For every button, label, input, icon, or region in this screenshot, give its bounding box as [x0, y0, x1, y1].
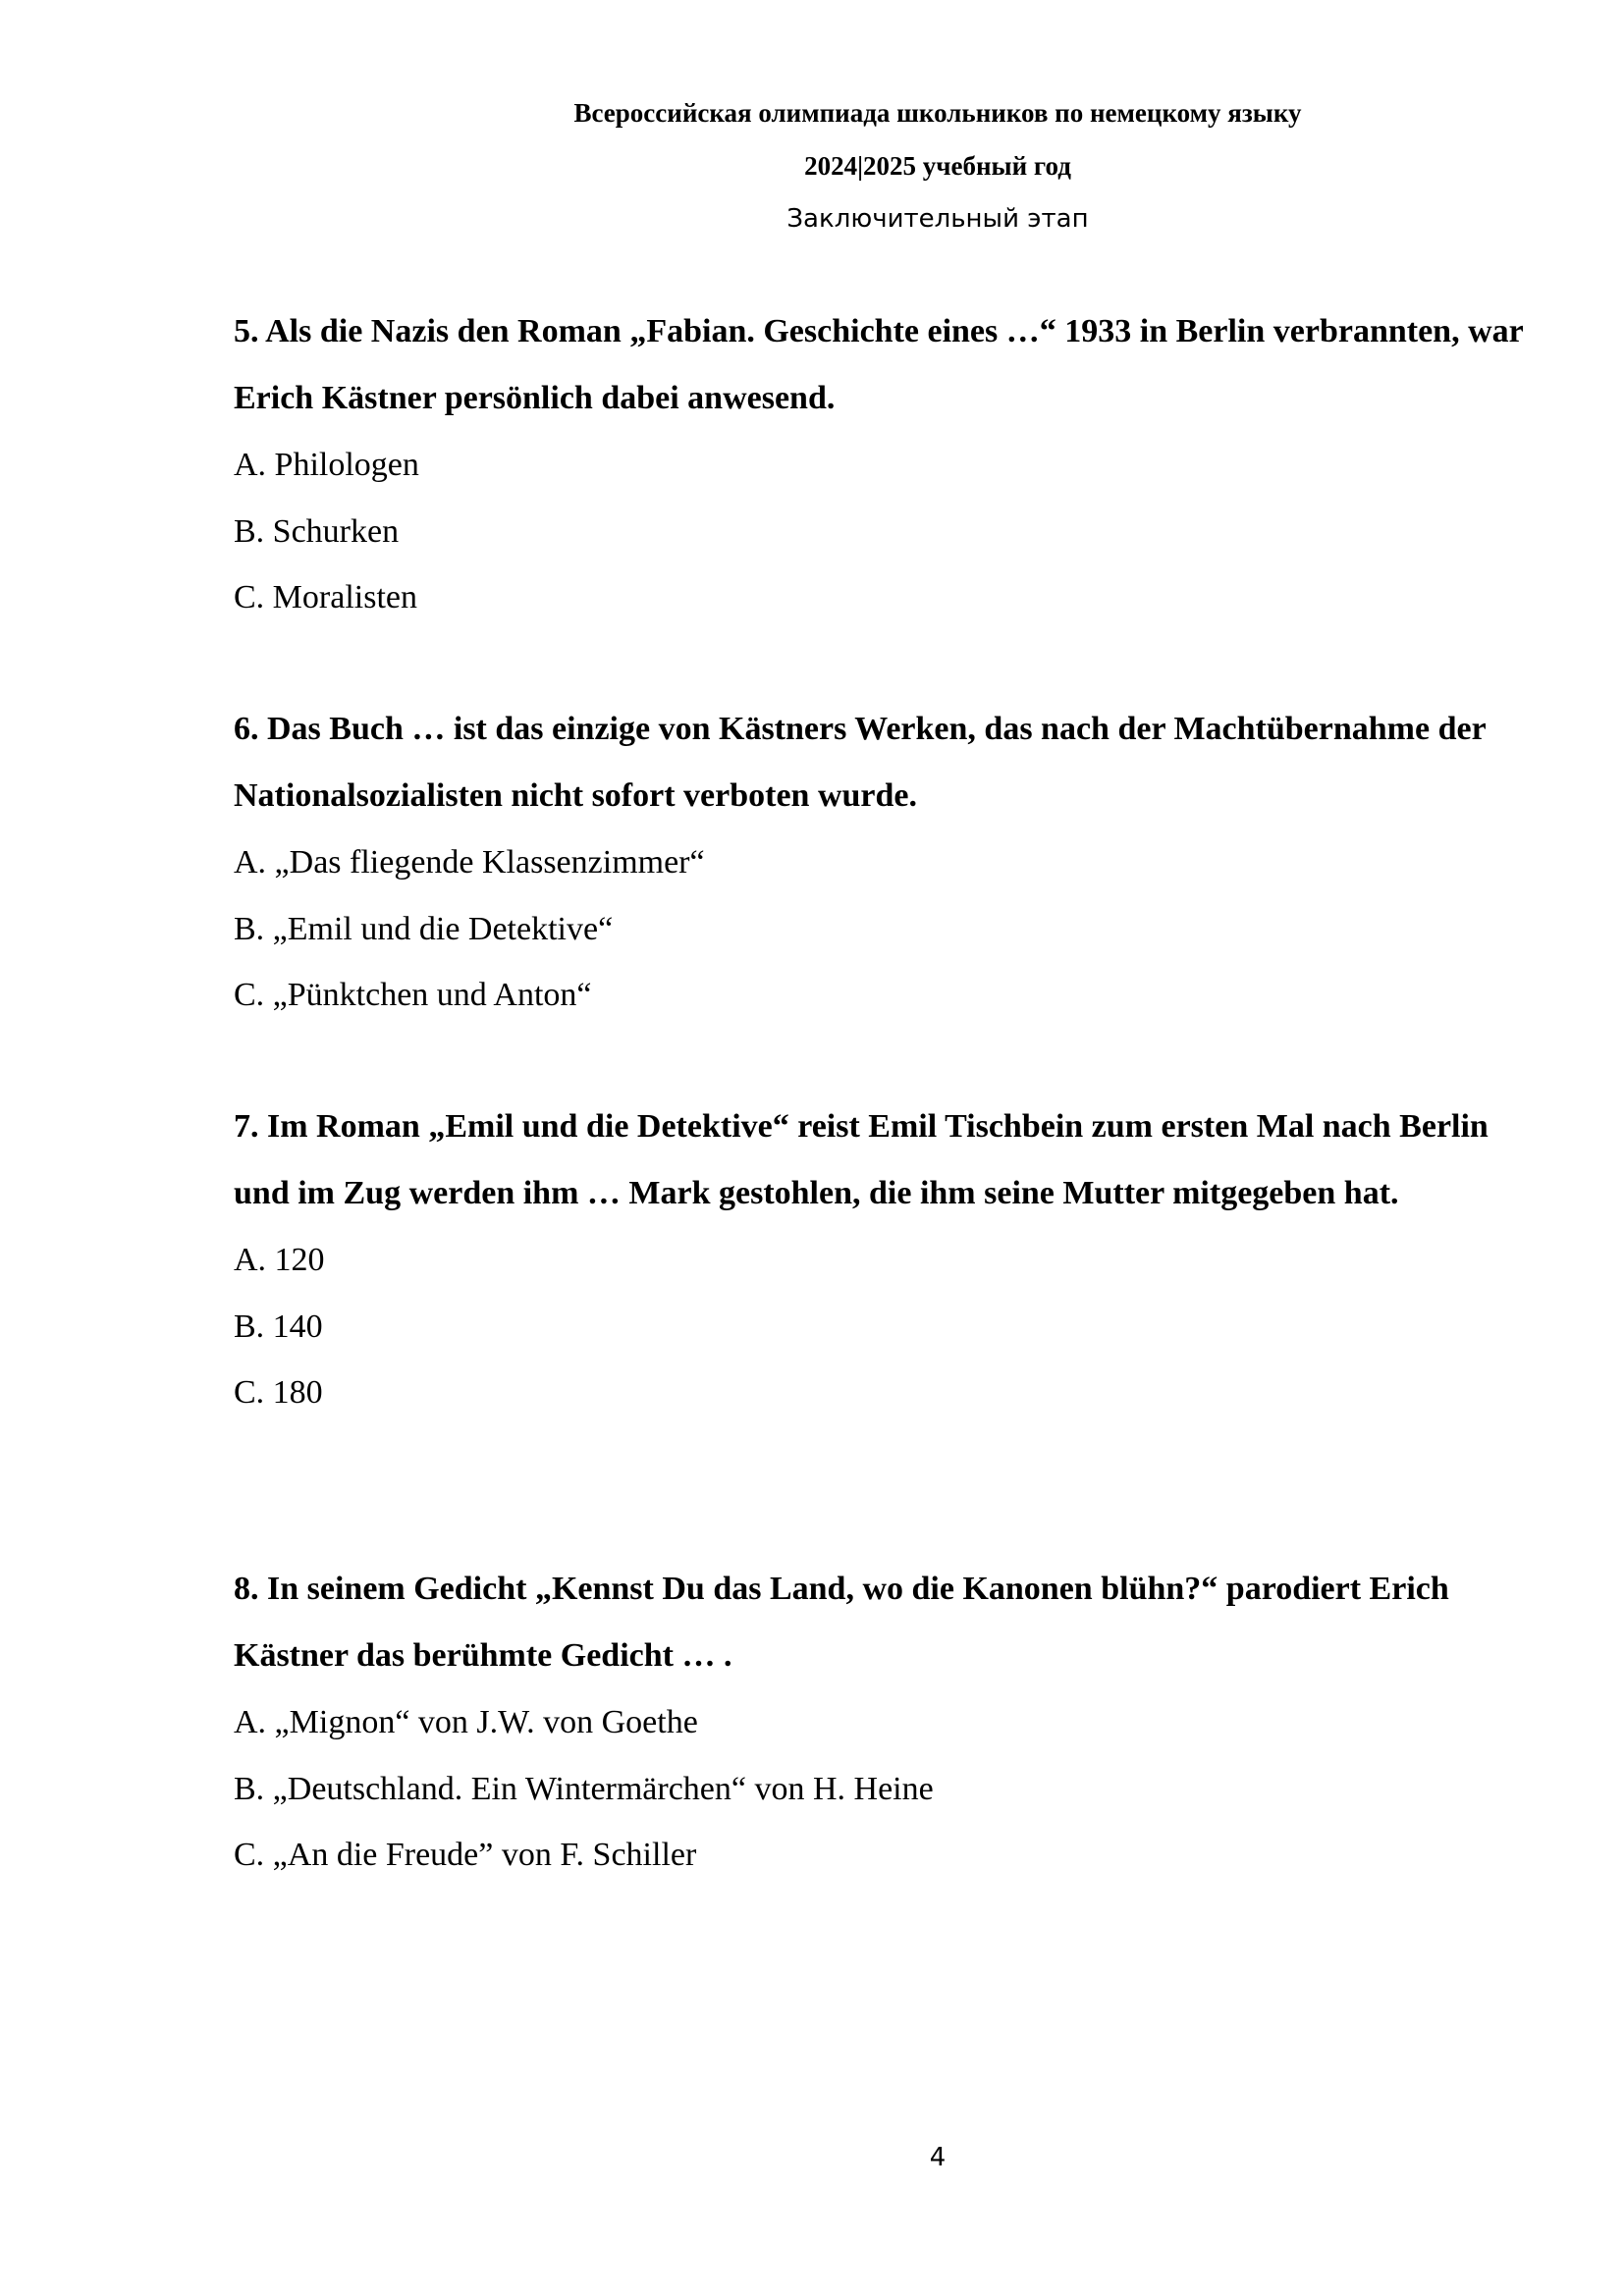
answer-options: [234, 1689, 1549, 1889]
option-a: A. 120: [234, 1242, 325, 1278]
question-text: 6. Das Buch … ist das einzige von Kästners Werken, das nach der Machtübernahme der Nationalsozialisten nicht sofort verboten wurde.: [234, 711, 1487, 814]
option-a: A. „Das fliegende Klassenzimmer“: [234, 844, 705, 881]
olympiad-title: Всероссийская олимпиада школьников по немецкому языку: [573, 98, 1302, 128]
question-text: 8. In seinem Gedicht „Kennst Du das Land, wo die Kanonen blühn?“ parodiert Erich Kästner das berühmte Gedicht … .: [234, 1571, 1449, 1674]
question-8: [234, 1556, 1549, 1889]
option-b: B. Schurken: [234, 512, 400, 550]
question-6: [234, 696, 1549, 1029]
question-7: [234, 1094, 1549, 1426]
answer-options: [234, 1227, 1549, 1426]
competition-stage: Заключительный этап: [786, 204, 1089, 234]
question-text: 7. Im Roman „Emil und die Detektive“ reist Emil Tischbein zum ersten Mal nach Berlin und im Zug werden ihm … Mark gestohlen, die ihm seine Mutter mitgegeben hat.: [234, 1108, 1489, 1211]
academic-year: 2024|2025 учебный год: [804, 151, 1071, 181]
option-c: C. 180: [234, 1374, 323, 1411]
option-b: B. 140: [234, 1308, 323, 1345]
option-a: A. „Mignon“ von J.W. von Goethe: [234, 1704, 698, 1740]
option-b: B. „Deutschland. Ein Wintermärchen“ von H. Heine: [234, 1770, 934, 1807]
option-c: C. „Pünktchen und Anton“: [234, 977, 592, 1013]
option-c: C. „An die Freude” von F. Schiller: [234, 1837, 697, 1873]
answer-options: [234, 432, 1549, 631]
answer-options: [234, 829, 1549, 1029]
option-a: A. Philologen: [234, 447, 419, 483]
option-b: B. „Emil und die Detektive“: [234, 910, 614, 947]
page-number: 4: [929, 2143, 947, 2172]
question-5: [234, 298, 1549, 631]
option-c: C. Moralisten: [234, 579, 417, 615]
question-text: 5. Als die Nazis den Roman „Fabian. Geschichte eines …“ 1933 in Berlin verbrannten, war Erich Kästner persönlich dabei anwesend.: [234, 313, 1524, 416]
